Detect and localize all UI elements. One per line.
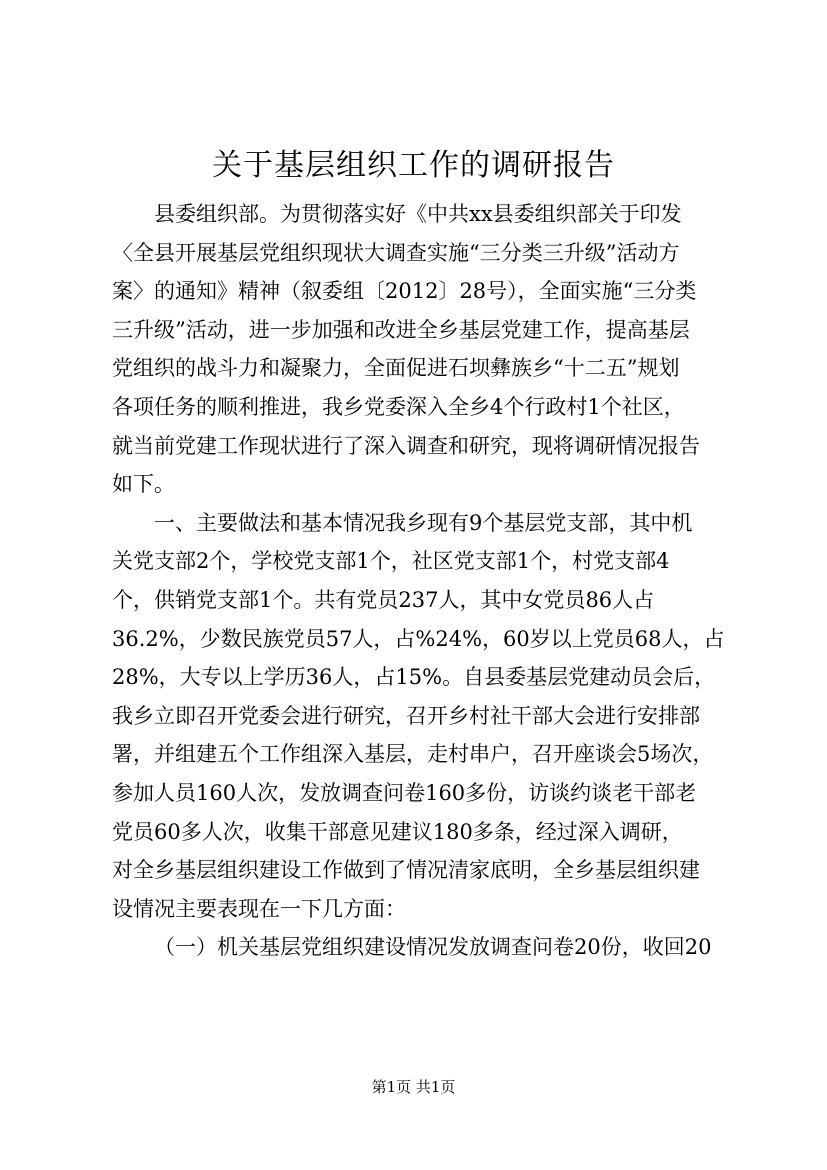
paragraph-line: 参加人员160人次，发放调查问卷160多份，访谈约谈老干部老 <box>112 780 697 805</box>
paragraph-line: 三升级”活动，进一步加强和改进全乡基层党建工作，提高基层 <box>112 317 690 342</box>
paragraph-line: 关党支部2个，学校党支部1个，社区党支部1个，村党支部4 <box>112 549 670 574</box>
paragraph-line: 如下。 <box>112 472 175 497</box>
paragraph-line: 党员60多人次，收集干部意见建议180多条，经过深入调研， <box>112 819 683 844</box>
paragraph-line: 设情况主要表现在一下几方面： <box>112 896 406 921</box>
paragraph-line: 个，供销党支部1个。共有党员237人，其中女党员86人占 <box>112 587 655 612</box>
document-body <box>112 195 742 967</box>
paragraph-line: 各项任务的顺利推进，我乡党委深入全乡4个行政村1个社区， <box>112 394 685 419</box>
paragraph-line: 一、主要做法和基本情况我乡现有9个基层党支部，其中机 <box>154 510 693 535</box>
paragraph-line: （一）机关基层党组织建设情况发放调查问卷20份，收回20 <box>154 935 712 960</box>
document-title: 关于基层组织工作的调研报告 <box>212 148 615 183</box>
paragraph-line: 对全乡基层组织建设工作做到了情况清家底明，全乡基层组织建 <box>112 858 700 883</box>
paragraph-line: 36.2%，少数民族党员57人，占%24%，60岁以上党员68人，占 <box>112 626 725 651</box>
paragraph-line: 我乡立即召开党委会进行研究，召开乡村社干部大会进行安排部 <box>112 703 700 728</box>
paragraph-line: 28%，大专以上学历36人，占15%。自县委基层党建动员会后， <box>112 665 716 690</box>
page-number-footer: 第1页 共1页 <box>371 1078 456 1096</box>
paragraph-line: 就当前党建工作现状进行了深入调查和研究，现将调研情况报告 <box>112 433 700 458</box>
paragraph-line: 〈全县开展基层党组织现状大调查实施“三分类三升级”活动方 <box>112 240 680 265</box>
paragraph-line: 县委组织部。为贯彻落实好《中共xx县委组织部关于印发 <box>154 202 682 226</box>
paragraph-line: 党组织的战斗力和凝聚力，全面促进石坝彝族乡“十二五”规划 <box>112 356 680 381</box>
paragraph-line: 署，并组建五个工作组深入基层，走村串户，召开座谈会5场次， <box>112 742 714 767</box>
paragraph-line: 案〉的通知》精神（叙委组〔2012〕28号），全面实施“三分类 <box>112 279 697 304</box>
